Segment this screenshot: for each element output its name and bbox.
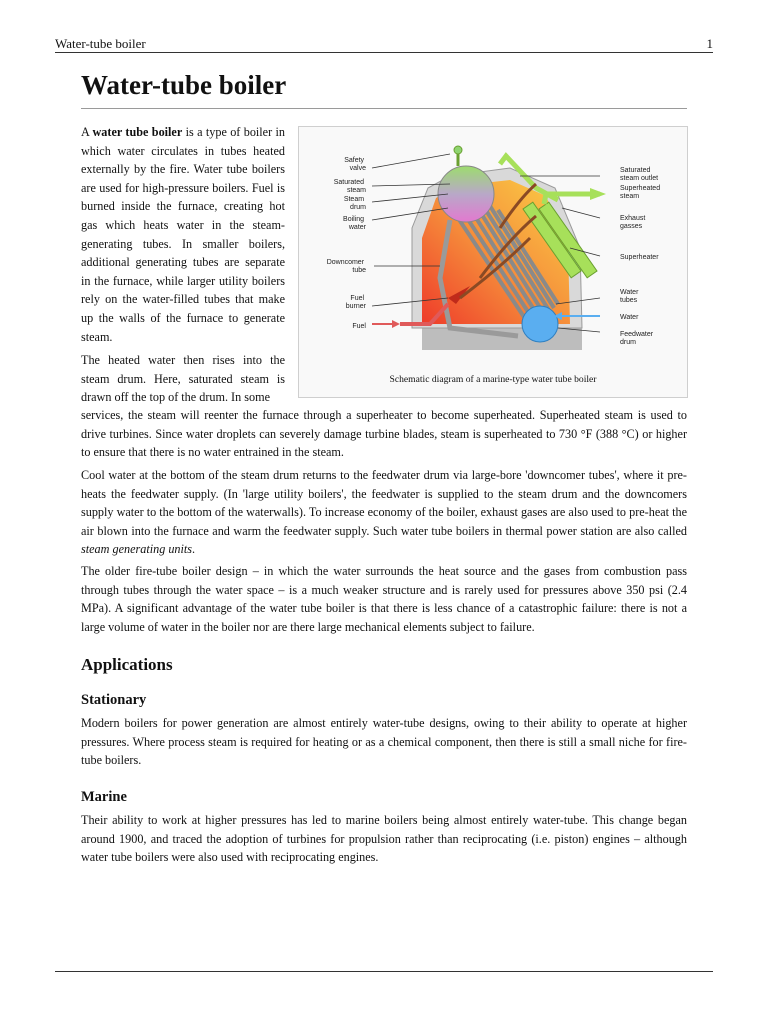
label-exhaust-gasses: Exhaust gasses [620, 215, 646, 230]
label-boiling-water: Boiling water [343, 216, 366, 231]
page-number: 1 [706, 36, 713, 51]
label-safety-valve: Safety valve [344, 157, 366, 172]
label-steam-drum: Steam drum [343, 196, 366, 211]
intro-paragraph [81, 123, 285, 346]
heading-applications: Applications [81, 655, 173, 674]
page-title: Water-tube boiler [81, 70, 287, 100]
title-divider [81, 108, 687, 109]
boiler-diagram-figure [298, 126, 688, 398]
steam-generating-units-term: steam generating units [81, 542, 193, 557]
paragraph-steam-drum-part2: services, the steam will reenter the furnace through a superheater to become superheated. Superheated steam is used to drive turbines. Since water droplets can severely damage turbine blades, steam is superheated to 730 °F (388 °C) or higher to ensure that there is no water entrained in the steam. [81, 408, 687, 460]
paragraph-stationary: Modern boilers for power generation are almost entirely water-tube designs, owing to their ability to operate at higher pressures. Where process steam is required for heating or as a chemical component, then there is still a small niche for fire-tube boilers. [81, 716, 687, 768]
label-water-tubes: Water tubes [620, 289, 639, 304]
footer-divider [55, 971, 713, 972]
label-saturated-steam: Saturated steam [333, 179, 366, 194]
heading-stationary: Stationary [81, 692, 147, 708]
superheated-arrow [590, 188, 606, 200]
heading-marine: Marine [81, 789, 127, 805]
label-superheater: Superheater [620, 254, 659, 261]
paragraph-marine: Their ability to work at higher pressures has led to marine boilers being almost entirely water-tube. This change began around 1900, and traced the adoption of turbines for propulsion rather than reciprocating (i.e. piston) engines – although water tube boilers were also used with reciprocating engines. [81, 813, 687, 865]
label-fuel-burner: Fuel burner [345, 295, 366, 310]
label-downcomer-tube: Downcomer tube [326, 259, 366, 274]
label-fuel: Fuel [352, 323, 366, 330]
running-header [55, 36, 713, 53]
feedwater-drum [522, 306, 558, 342]
boiler-base [422, 328, 582, 350]
paragraph-downcomer: Cool water at the bottom of the steam drum returns to the feedwater drum via large-bore 'downcomer tubes', where it pre-heats the feedwater supply. (In 'large utility boilers', the feedwater is supplied to the steam drum and the downcomers supply water to the bottom of the waterwalls). To increase economy of the boiler, exhaust gases are also used to pre-heat the air blown into the furnace and warm the feedwater supply. Such water tube boilers in thermal power station are also called steam generating units. [81, 468, 687, 557]
figure-caption: Schematic diagram of a marine-type water tube boiler [389, 374, 597, 385]
label-feedwater-drum: Feedwater drum [620, 331, 654, 346]
running-title: Water-tube boiler [55, 36, 146, 51]
intro-lead: A [81, 125, 93, 139]
paragraph-steam-drum-part1: The heated water then rises into the steam drum. Here, saturated steam is drawn off the top of the drum. In some [81, 353, 285, 405]
label-saturated-steam-outlet: Saturated steam outlet [620, 167, 659, 182]
paragraph-downcomer-text: Cool water at the bottom of the steam drum returns to the feedwater drum via large-bore 'downcomer tubes', where it pre-heats the feedwater supply. (In 'large utility boilers', the feedwater is supplied to the steam drum and the downcomers supply water to the bottom of the waterwalls). To increase economy of the boiler, exhaust gases are also used to pre-heat the air blown into the furnace and warm the feedwater supply. Such water tube boilers in thermal power station are also called [81, 468, 687, 538]
paragraph-fire-tube-comparison: The older fire-tube boiler design – in which the water surrounds the heat source and the gases from combustion pass through tubes through the water space – is a much weaker structure and is rarely used for pressures above 350 psi (2.4 MPa). A significant advantage of the water tube boiler is that there is less chance of a catastrophic failure: there is not a large volume of water in the boiler nor are there large mechanical elements subject to failure. [81, 564, 687, 634]
intro-rest: is a type of boiler in which water circulates in tubes heated externally by the fire. Water tube boilers are used for high-pressure boilers. Fuel is burned inside the furnace, creating hot gas which heats water in the steam-generating tubes. In smaller boilers, additional generating tubes are separate in the furnace, while larger utility boilers rely on the water-filled tubes that make up the walls of the furnace to generate steam. [81, 125, 285, 344]
intro-term: water tube boiler [92, 125, 183, 139]
safety-valve-head [454, 146, 462, 154]
label-water: Water [620, 314, 639, 321]
label-superheated-steam: Superheated steam [620, 185, 661, 200]
boiler-schematic [300, 128, 686, 368]
